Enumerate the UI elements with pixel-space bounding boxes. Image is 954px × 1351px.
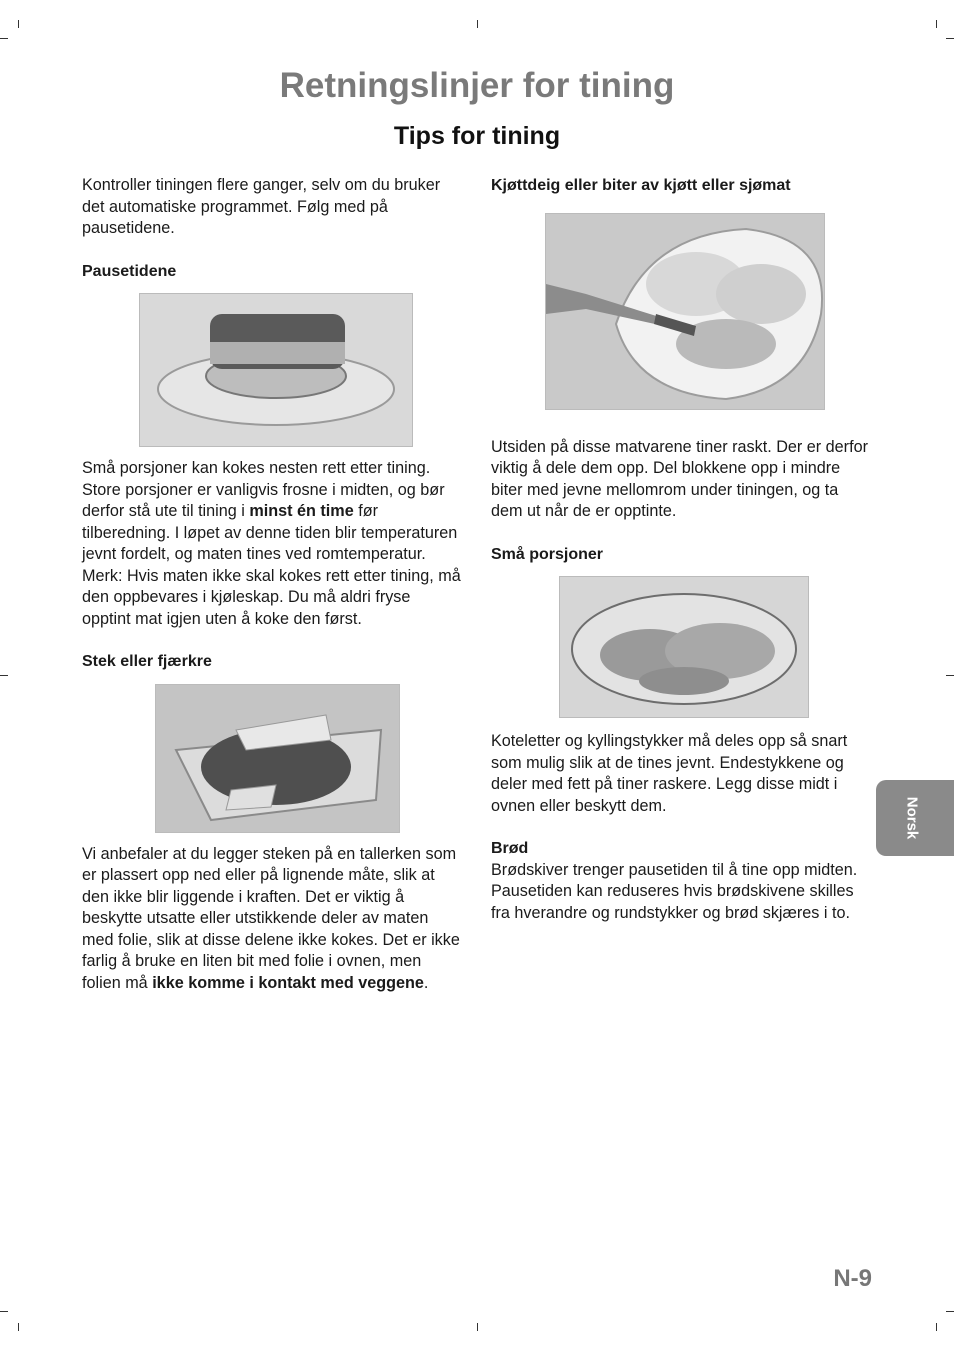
- small-portions-heading: Små porsjoner: [491, 545, 604, 563]
- mince-paragraph: Utsiden på disse matvarene tiner raskt. Der er derfor viktig å dele dem opp. Del blokkene opp i mindre biter med jevne mellomrom under tiningen, og ta dem ut når de er opptinte.: [491, 437, 868, 520]
- language-tab: [876, 780, 954, 856]
- pause-text-bold: minst én time: [249, 502, 354, 520]
- crop-mark: [0, 1311, 8, 1312]
- roast-on-rack-photo: [139, 293, 413, 447]
- crop-mark: [946, 38, 954, 39]
- pause-text-end: før tilberedning. I løpet av denne tiden blir temperaturen jevnt fordelt, og maten tines ved romtemperatur. Merk: Hvis maten ikke skal kokes rett etter tining, må den oppbevares i kjøleskap. Du må aldri fryse opptint mat igjen uten å koke den først.: [82, 502, 461, 628]
- chicken-in-glass-dish-photo: [559, 576, 809, 718]
- mince-heading: Kjøttdeig eller biter av kjøtt eller sjømat: [491, 177, 791, 194]
- fork-and-meat-photo: [545, 213, 825, 410]
- small-portions-paragraph: Koteletter og kyllingstykker må deles opp så snart som mulig slik at de tines jevnt. Endestykkene og deler med fett på tiner raskere. Legg disse midt i ovnen eller beskytt dem.: [491, 732, 848, 815]
- crop-mark: [936, 20, 937, 28]
- poultry-in-dish-photo: [155, 684, 400, 833]
- crop-mark: [946, 675, 954, 676]
- crop-mark: [936, 1323, 937, 1331]
- pause-paragraph: [82, 458, 462, 630]
- page-subtitle: Tips for tining: [393, 122, 561, 150]
- roast-heading: Stek eller fjærkre: [82, 653, 212, 670]
- crop-mark: [946, 1311, 954, 1312]
- crop-mark: [0, 38, 8, 39]
- pause-text-start: Små porsjoner kan kokes nesten rett etter tining. Store porsjoner er vanligvis frosne i midten, og bør derfor stå ute til tining i: [82, 459, 445, 520]
- left-column: [82, 175, 462, 994]
- bread-paragraph: Brødskiver trenger pausetiden til å tine opp midten. Pausetiden kan reduseres hvis brødskivene skilles fra hverandre og rundstykker og brød skjæres i to.: [491, 860, 858, 922]
- roast-text-bold: ikke komme i kontakt med veggene: [152, 973, 424, 992]
- crop-mark: [0, 675, 8, 676]
- crop-mark: [477, 20, 478, 28]
- crop-mark: [18, 1323, 19, 1331]
- pause-heading: Pausetidene: [82, 262, 177, 280]
- roast-paragraph: [82, 844, 462, 995]
- bread-heading: Brød: [491, 840, 529, 857]
- intro-paragraph: Kontroller tiningen flere ganger, selv om du bruker det automatiske programmet. Følg med på pausetidene.: [82, 176, 441, 237]
- page-title: Retningslinjer for tining: [279, 66, 675, 105]
- roast-text-end: .: [423, 973, 429, 992]
- crop-mark: [477, 1323, 478, 1331]
- crop-mark: [18, 20, 19, 28]
- page-number: N-9: [833, 1265, 872, 1292]
- language-tab-label: Norsk: [903, 796, 921, 840]
- right-column: [491, 175, 871, 924]
- roast-text-start: Vi anbefaler at du legger steken på en tallerken som er plassert opp ned eller på lignende måte, slik at den ikke blir liggende i kraften. Det er viktig å beskytte utsatte eller utstikkende deler av maten med folie, slik at disse delene ikke kokes. Det er ikke farlig å bruke en liten bit med folie i ovnen, men folien må: [82, 844, 460, 992]
